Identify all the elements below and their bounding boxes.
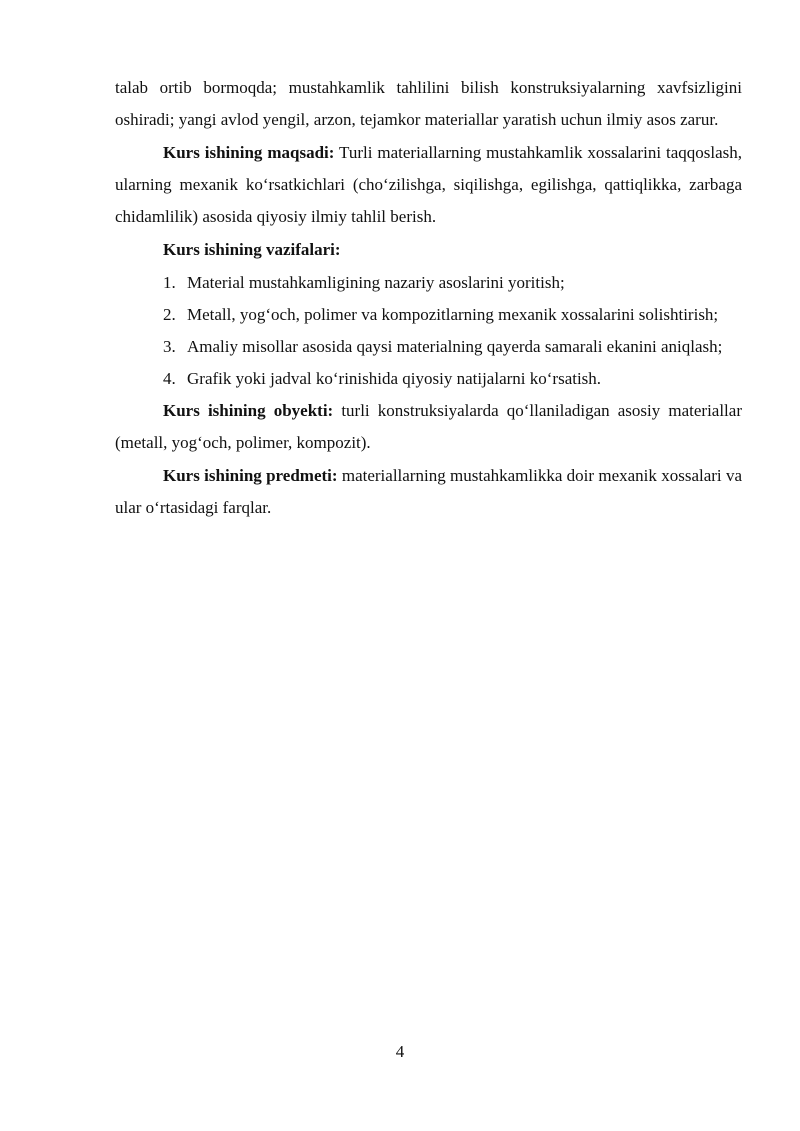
object-text: turli konstruksiyalarda qo‘llaniladigan asosiy materiallar (metall, yog‘och, polimer, kompozit). [115,401,742,452]
subject-label: Kurs ishining predmeti: [163,466,338,485]
list-item-text: Grafik yoki jadval ko‘rinishida qiyosiy natijalarni ko‘rsatish. [187,369,602,388]
object-paragraph [115,395,742,459]
list-item [163,363,742,395]
list-item-number: 2. [163,305,176,324]
purpose-paragraph [115,137,742,233]
page-content [115,72,742,525]
purpose-label: Kurs ishining maqsadi: [163,143,335,162]
list-item-text: Metall, yog‘och, polimer va kompozitlarning mexanik xossalarini solishtirish; [187,305,719,324]
subject-text: materiallarning mustahkamlikka doir mexanik xossalari va ular o‘rtasidagi farqlar. [115,466,742,517]
list-item-number: 4. [163,369,176,388]
tasks-list [115,267,742,395]
intro-paragraph: talab ortib bormoqda; mustahkamlik tahlilini bilish konstruksiyalarning xavfsizligini oshiradi; yangi avlod yengil, arzon, tejamkor materiallar yaratish uchun ilmiy asos zarur. [115,78,742,129]
list-item-number: 3. [163,337,176,356]
list-item [163,331,742,363]
object-label: Kurs ishining obyekti: [163,401,334,420]
tasks-heading: Kurs ishining vazifalari: [163,240,341,259]
page-number: 4 [395,1042,405,1061]
purpose-text: Turli materiallarning mustahkamlik xossalarini taqqoslash, ularning mexanik ko‘rsatkichlari (cho‘zilishga, siqilishga, egilishga, qattiqlikka, zarbaga chidamlilik) asosida qiyosiy ilmiy tahlil berish. [115,143,742,226]
list-item-text: Amaliy misollar asosida qaysi materialning qayerda samarali ekanini aniqlash; [187,337,723,356]
list-item [163,267,742,299]
list-item [163,299,742,331]
list-item-text: Material mustahkamligining nazariy asoslarini yoritish; [187,273,565,292]
list-item-number: 1. [163,273,176,292]
subject-paragraph [115,460,742,524]
